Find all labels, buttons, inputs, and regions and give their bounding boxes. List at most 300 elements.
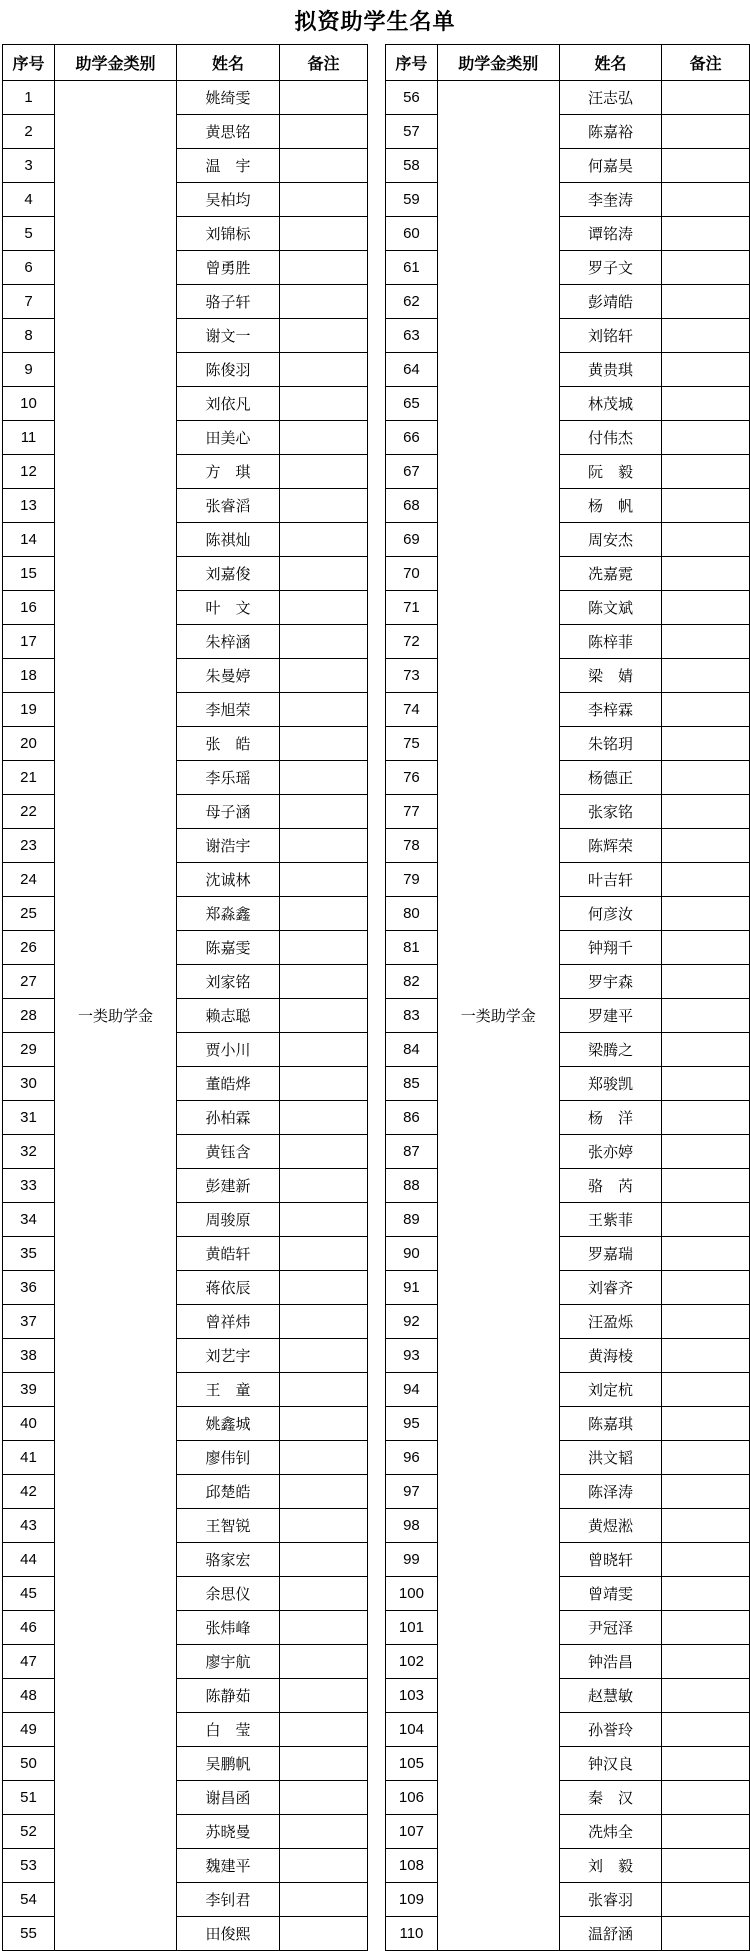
note-cell [280, 1271, 368, 1305]
row-number: 20 [3, 727, 55, 761]
note-cell [280, 1679, 368, 1713]
note-cell [662, 1101, 750, 1135]
student-name: 阮 毅 [559, 455, 662, 489]
note-cell [280, 81, 368, 115]
note-cell [662, 1237, 750, 1271]
header-name: 姓名 [559, 45, 662, 81]
note-cell [280, 523, 368, 557]
grant-category-cell: 一类助学金 [55, 81, 177, 1951]
student-name: 谢昌函 [177, 1781, 280, 1815]
note-cell [662, 625, 750, 659]
note-cell [280, 1475, 368, 1509]
row-number: 87 [386, 1135, 438, 1169]
student-name: 蒋依辰 [177, 1271, 280, 1305]
note-cell [280, 557, 368, 591]
student-name: 李旭荣 [177, 693, 280, 727]
row-number: 11 [3, 421, 55, 455]
note-cell [662, 1577, 750, 1611]
row-number: 25 [3, 897, 55, 931]
row-number: 89 [386, 1203, 438, 1237]
note-cell [280, 217, 368, 251]
student-name: 陈祺灿 [177, 523, 280, 557]
student-name: 朱铭玥 [559, 727, 662, 761]
note-cell [662, 1883, 750, 1917]
note-cell [280, 1815, 368, 1849]
note-cell [662, 1305, 750, 1339]
row-number: 47 [3, 1645, 55, 1679]
note-cell [662, 1169, 750, 1203]
note-cell [280, 1237, 368, 1271]
row-number: 86 [386, 1101, 438, 1135]
student-name: 谢文一 [177, 319, 280, 353]
student-name: 黄海棱 [559, 1339, 662, 1373]
note-cell [280, 1747, 368, 1781]
row-number: 34 [3, 1203, 55, 1237]
row-number: 110 [386, 1917, 438, 1951]
student-name: 余思仪 [177, 1577, 280, 1611]
student-name: 方 琪 [177, 455, 280, 489]
student-name: 曾晓轩 [559, 1543, 662, 1577]
note-cell [662, 1407, 750, 1441]
note-cell [280, 1135, 368, 1169]
student-name: 周安杰 [559, 523, 662, 557]
note-cell [662, 1033, 750, 1067]
note-cell [280, 1441, 368, 1475]
note-cell [662, 795, 750, 829]
note-cell [662, 1781, 750, 1815]
student-name: 曾靖雯 [559, 1577, 662, 1611]
note-cell [280, 1169, 368, 1203]
note-cell [280, 591, 368, 625]
note-cell [280, 931, 368, 965]
row-number: 52 [3, 1815, 55, 1849]
note-cell [662, 999, 750, 1033]
note-cell [662, 1747, 750, 1781]
student-name: 黄煜淞 [559, 1509, 662, 1543]
note-cell [662, 727, 750, 761]
row-number: 104 [386, 1713, 438, 1747]
note-cell [280, 1305, 368, 1339]
student-name: 廖伟钊 [177, 1441, 280, 1475]
student-name: 刘锦标 [177, 217, 280, 251]
row-number: 67 [386, 455, 438, 489]
note-cell [280, 115, 368, 149]
student-name: 刘定杭 [559, 1373, 662, 1407]
note-cell [662, 761, 750, 795]
student-name: 彭靖皓 [559, 285, 662, 319]
note-cell [280, 1203, 368, 1237]
student-name: 田美心 [177, 421, 280, 455]
row-number: 65 [386, 387, 438, 421]
note-cell [662, 1203, 750, 1237]
row-number: 76 [386, 761, 438, 795]
student-name: 姚绮雯 [177, 81, 280, 115]
student-name: 黄钰含 [177, 1135, 280, 1169]
note-cell [280, 421, 368, 455]
student-name: 罗嘉瑞 [559, 1237, 662, 1271]
student-name: 骆 芮 [559, 1169, 662, 1203]
row-number: 50 [3, 1747, 55, 1781]
row-number: 3 [3, 149, 55, 183]
student-name: 朱曼婷 [177, 659, 280, 693]
note-cell [662, 1067, 750, 1101]
student-name: 尹冠泽 [559, 1611, 662, 1645]
row-number: 10 [3, 387, 55, 421]
student-name: 骆子轩 [177, 285, 280, 319]
header-name: 姓名 [177, 45, 280, 81]
row-number: 53 [3, 1849, 55, 1883]
note-cell [662, 319, 750, 353]
row-number: 17 [3, 625, 55, 659]
student-name: 骆家宏 [177, 1543, 280, 1577]
note-cell [280, 489, 368, 523]
row-number: 22 [3, 795, 55, 829]
row-number: 54 [3, 1883, 55, 1917]
row-number: 91 [386, 1271, 438, 1305]
note-cell [662, 1271, 750, 1305]
student-name: 黄皓轩 [177, 1237, 280, 1271]
row-number: 57 [386, 115, 438, 149]
student-name: 李梓霖 [559, 693, 662, 727]
row-number: 16 [3, 591, 55, 625]
row-number: 40 [3, 1407, 55, 1441]
row-number: 37 [3, 1305, 55, 1339]
row-number: 41 [3, 1441, 55, 1475]
note-cell [280, 1781, 368, 1815]
note-cell [280, 897, 368, 931]
student-name: 陈文斌 [559, 591, 662, 625]
student-name: 刘睿齐 [559, 1271, 662, 1305]
student-name: 冼炜全 [559, 1815, 662, 1849]
note-cell [280, 1407, 368, 1441]
note-cell [280, 455, 368, 489]
student-name: 曾勇胜 [177, 251, 280, 285]
note-cell [280, 999, 368, 1033]
row-number: 80 [386, 897, 438, 931]
note-cell [280, 285, 368, 319]
row-number: 35 [3, 1237, 55, 1271]
student-name: 罗建平 [559, 999, 662, 1033]
student-name: 刘家铭 [177, 965, 280, 999]
row-number: 69 [386, 523, 438, 557]
student-name: 周骏原 [177, 1203, 280, 1237]
row-number: 51 [3, 1781, 55, 1815]
note-cell [662, 489, 750, 523]
student-name: 曾祥炜 [177, 1305, 280, 1339]
row-number: 95 [386, 1407, 438, 1441]
note-cell [662, 1849, 750, 1883]
note-cell [662, 1441, 750, 1475]
row-number: 19 [3, 693, 55, 727]
student-name: 吴柏均 [177, 183, 280, 217]
note-cell [662, 217, 750, 251]
row-number: 21 [3, 761, 55, 795]
student-name: 冼嘉霓 [559, 557, 662, 591]
student-name: 王智锐 [177, 1509, 280, 1543]
row-number: 49 [3, 1713, 55, 1747]
table-header-row [3, 45, 368, 81]
row-number: 108 [386, 1849, 438, 1883]
note-cell [662, 421, 750, 455]
student-name: 张亦婷 [559, 1135, 662, 1169]
row-number: 9 [3, 353, 55, 387]
student-name: 梁 婧 [559, 659, 662, 693]
row-number: 24 [3, 863, 55, 897]
row-number: 27 [3, 965, 55, 999]
student-name: 温舒涵 [559, 1917, 662, 1951]
row-number: 28 [3, 999, 55, 1033]
row-number: 70 [386, 557, 438, 591]
note-cell [280, 1713, 368, 1747]
row-number: 102 [386, 1645, 438, 1679]
row-number: 12 [3, 455, 55, 489]
row-number: 46 [3, 1611, 55, 1645]
row-number: 15 [3, 557, 55, 591]
student-name: 王 童 [177, 1373, 280, 1407]
student-name: 郑骏凯 [559, 1067, 662, 1101]
row-number: 61 [386, 251, 438, 285]
student-name: 张家铭 [559, 795, 662, 829]
student-name: 苏晓曼 [177, 1815, 280, 1849]
student-name: 李钊君 [177, 1883, 280, 1917]
note-cell [280, 693, 368, 727]
student-name: 叶 文 [177, 591, 280, 625]
row-number: 66 [386, 421, 438, 455]
row-number: 56 [386, 81, 438, 115]
row-number: 74 [386, 693, 438, 727]
student-name: 梁腾之 [559, 1033, 662, 1067]
student-name: 陈嘉雯 [177, 931, 280, 965]
note-cell [662, 693, 750, 727]
student-name: 白 莹 [177, 1713, 280, 1747]
student-name: 洪文韬 [559, 1441, 662, 1475]
note-cell [662, 1815, 750, 1849]
note-cell [280, 1033, 368, 1067]
header-no: 序号 [386, 45, 438, 81]
student-name: 何彦汝 [559, 897, 662, 931]
row-number: 90 [386, 1237, 438, 1271]
row-number: 101 [386, 1611, 438, 1645]
row-number: 64 [386, 353, 438, 387]
note-cell [280, 1543, 368, 1577]
student-name: 田俊熙 [177, 1917, 280, 1951]
note-cell [280, 1611, 368, 1645]
row-number: 73 [386, 659, 438, 693]
roster-table-right [385, 44, 750, 1951]
row-number: 32 [3, 1135, 55, 1169]
student-name: 母子涵 [177, 795, 280, 829]
note-cell [280, 1373, 368, 1407]
note-cell [662, 659, 750, 693]
student-name: 赵慧敏 [559, 1679, 662, 1713]
note-cell [662, 1917, 750, 1951]
row-number: 30 [3, 1067, 55, 1101]
note-cell [662, 1509, 750, 1543]
student-name: 罗子文 [559, 251, 662, 285]
row-number: 5 [3, 217, 55, 251]
row-number: 109 [386, 1883, 438, 1917]
student-name: 付伟杰 [559, 421, 662, 455]
row-number: 29 [3, 1033, 55, 1067]
student-name: 刘嘉俊 [177, 557, 280, 591]
row-number: 82 [386, 965, 438, 999]
student-name: 陈静茹 [177, 1679, 280, 1713]
student-name: 陈俊羽 [177, 353, 280, 387]
student-name: 沈诚林 [177, 863, 280, 897]
table-header-row [386, 45, 750, 81]
student-name: 黄贵琪 [559, 353, 662, 387]
row-number: 14 [3, 523, 55, 557]
student-name: 廖宇航 [177, 1645, 280, 1679]
row-number: 63 [386, 319, 438, 353]
row-number: 106 [386, 1781, 438, 1815]
student-name: 黄思铭 [177, 115, 280, 149]
student-name: 钟汉良 [559, 1747, 662, 1781]
note-cell [662, 897, 750, 931]
header-no: 序号 [3, 45, 55, 81]
student-name: 彭建新 [177, 1169, 280, 1203]
student-name: 罗宇森 [559, 965, 662, 999]
student-name: 董皓烨 [177, 1067, 280, 1101]
note-cell [662, 557, 750, 591]
row-number: 55 [3, 1917, 55, 1951]
student-name: 姚鑫城 [177, 1407, 280, 1441]
student-name: 张炜峰 [177, 1611, 280, 1645]
student-name: 刘艺宇 [177, 1339, 280, 1373]
row-number: 33 [3, 1169, 55, 1203]
row-number: 62 [386, 285, 438, 319]
note-cell [662, 353, 750, 387]
student-name: 刘铭轩 [559, 319, 662, 353]
row-number: 38 [3, 1339, 55, 1373]
row-number: 85 [386, 1067, 438, 1101]
note-cell [280, 1645, 368, 1679]
note-cell [662, 591, 750, 625]
note-cell [280, 761, 368, 795]
row-number: 83 [386, 999, 438, 1033]
note-cell [280, 727, 368, 761]
header-note: 备注 [662, 45, 750, 81]
note-cell [280, 965, 368, 999]
header-note: 备注 [280, 45, 368, 81]
row-number: 77 [386, 795, 438, 829]
row-number: 1 [3, 81, 55, 115]
student-name: 刘依凡 [177, 387, 280, 421]
roster-body-left [3, 81, 368, 1951]
header-category: 助学金类别 [55, 45, 177, 81]
roster-body-right [386, 81, 750, 1951]
note-cell [280, 863, 368, 897]
student-name: 朱梓涵 [177, 625, 280, 659]
student-name: 贾小川 [177, 1033, 280, 1067]
student-name: 温 宇 [177, 149, 280, 183]
row-number: 93 [386, 1339, 438, 1373]
student-name: 谭铭涛 [559, 217, 662, 251]
note-cell [280, 1067, 368, 1101]
note-cell [662, 1339, 750, 1373]
row-number: 4 [3, 183, 55, 217]
note-cell [280, 625, 368, 659]
student-name: 郑淼鑫 [177, 897, 280, 931]
note-cell [662, 115, 750, 149]
student-name: 吴鹏帆 [177, 1747, 280, 1781]
student-name: 赖志聪 [177, 999, 280, 1033]
row-number: 78 [386, 829, 438, 863]
student-name: 陈嘉琪 [559, 1407, 662, 1441]
row-number: 48 [3, 1679, 55, 1713]
row-number: 6 [3, 251, 55, 285]
row-number: 44 [3, 1543, 55, 1577]
row-number: 72 [386, 625, 438, 659]
student-name: 陈泽涛 [559, 1475, 662, 1509]
note-cell [280, 319, 368, 353]
student-name: 钟翔千 [559, 931, 662, 965]
note-cell [662, 829, 750, 863]
row-number: 84 [386, 1033, 438, 1067]
note-cell [662, 387, 750, 421]
note-cell [662, 1645, 750, 1679]
row-number: 58 [386, 149, 438, 183]
row-number: 79 [386, 863, 438, 897]
note-cell [662, 1373, 750, 1407]
student-name: 李奎涛 [559, 183, 662, 217]
student-name: 孙柏霖 [177, 1101, 280, 1135]
row-number: 94 [386, 1373, 438, 1407]
header-category: 助学金类别 [437, 45, 559, 81]
student-name: 张睿滔 [177, 489, 280, 523]
note-cell [662, 1475, 750, 1509]
row-number: 45 [3, 1577, 55, 1611]
row-number: 98 [386, 1509, 438, 1543]
note-cell [280, 1577, 368, 1611]
row-number: 8 [3, 319, 55, 353]
note-cell [662, 149, 750, 183]
student-name: 魏建平 [177, 1849, 280, 1883]
note-cell [662, 1679, 750, 1713]
note-cell [280, 795, 368, 829]
row-number: 68 [386, 489, 438, 523]
student-name: 叶吉轩 [559, 863, 662, 897]
note-cell [662, 523, 750, 557]
note-cell [280, 1509, 368, 1543]
note-cell [662, 81, 750, 115]
student-name: 汪盈烁 [559, 1305, 662, 1339]
note-cell [662, 965, 750, 999]
student-name: 刘 毅 [559, 1849, 662, 1883]
row-number: 42 [3, 1475, 55, 1509]
note-cell [280, 659, 368, 693]
row-number: 13 [3, 489, 55, 523]
note-cell [662, 1713, 750, 1747]
note-cell [280, 1883, 368, 1917]
note-cell [280, 387, 368, 421]
note-cell [280, 353, 368, 387]
row-number: 59 [386, 183, 438, 217]
table-row [386, 81, 750, 115]
note-cell [662, 251, 750, 285]
note-cell [662, 931, 750, 965]
student-name: 林茂城 [559, 387, 662, 421]
row-number: 36 [3, 1271, 55, 1305]
student-name: 张 皓 [177, 727, 280, 761]
row-number: 26 [3, 931, 55, 965]
row-number: 97 [386, 1475, 438, 1509]
row-number: 99 [386, 1543, 438, 1577]
student-name: 汪志弘 [559, 81, 662, 115]
row-number: 31 [3, 1101, 55, 1135]
student-name: 杨 洋 [559, 1101, 662, 1135]
row-number: 81 [386, 931, 438, 965]
